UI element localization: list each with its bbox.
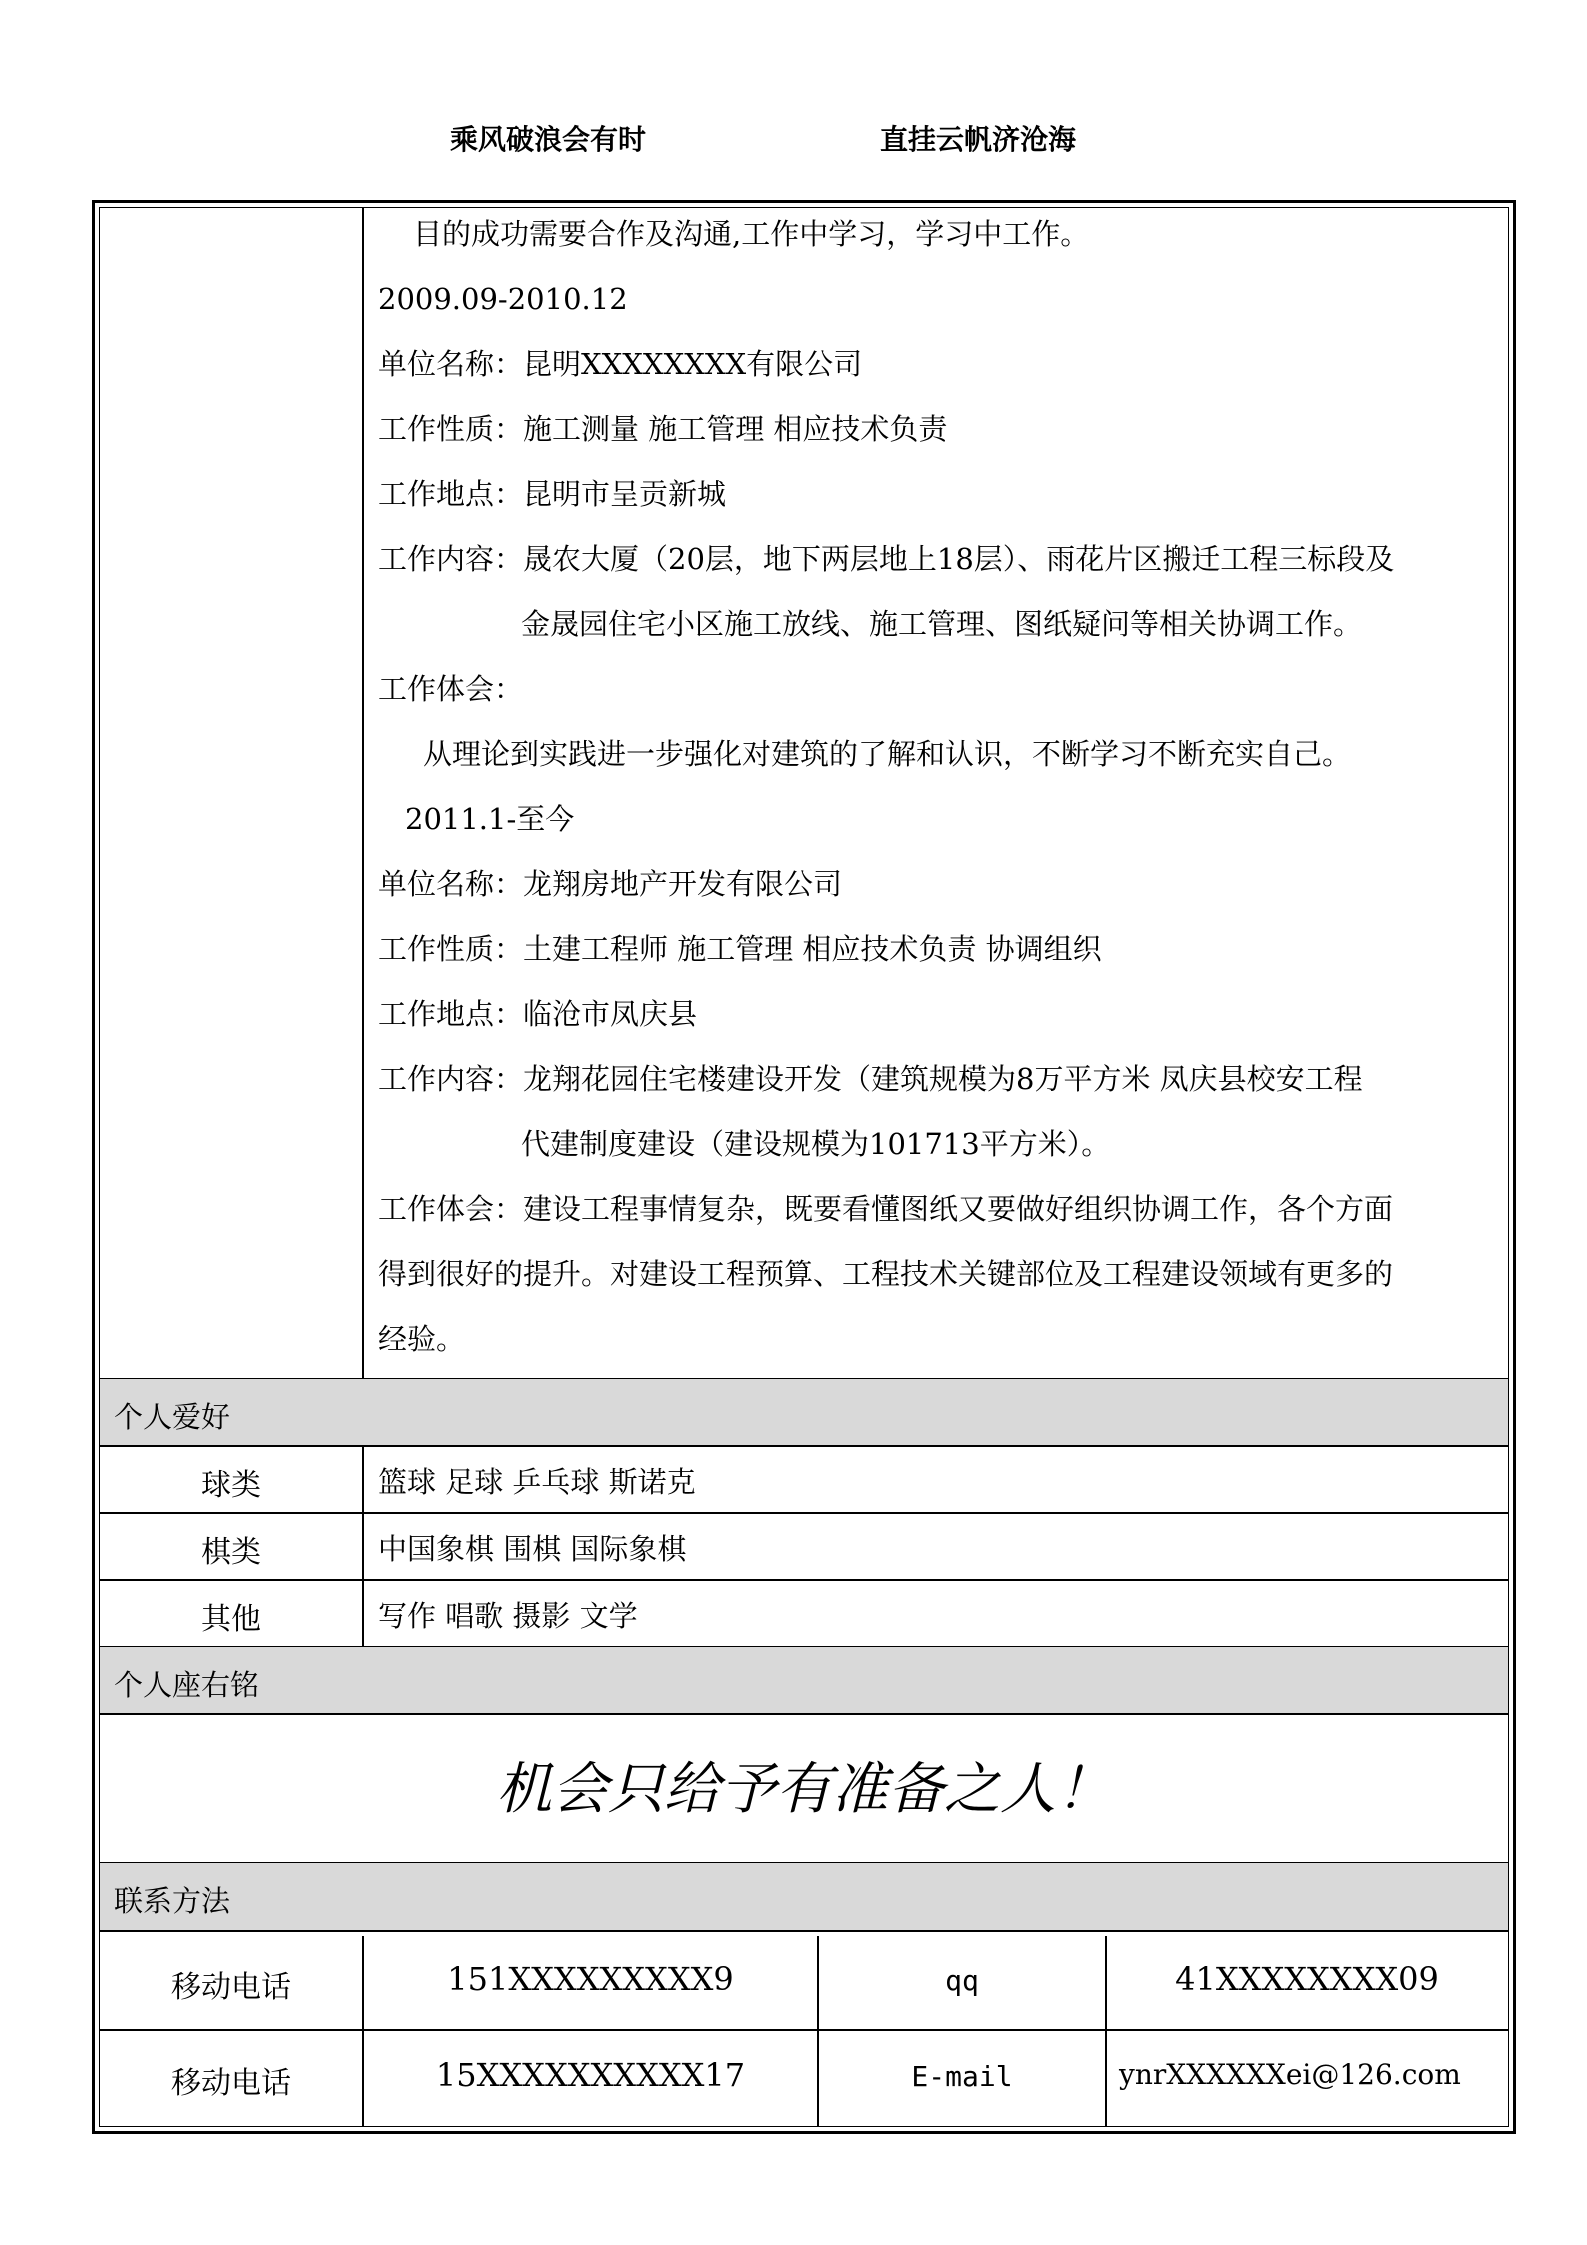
motto-text: 机会只给予有准备之人！ bbox=[496, 1757, 1112, 1822]
page-header bbox=[0, 118, 1587, 158]
experience-line: 工作体会：建设工程事情复杂，既要看懂图纸又要做好组织协调工作，各个方面 bbox=[378, 1192, 1394, 1226]
experience-line: 工作体会： bbox=[378, 672, 524, 706]
contact-value-qq: 41XXXXXXXX09 bbox=[1175, 1960, 1439, 1998]
divider-contact-row bbox=[99, 2029, 1509, 2031]
divider-hobbies-title bbox=[99, 1445, 1509, 1447]
header-right-slogan: 直挂云帆济沧海 bbox=[880, 123, 1077, 156]
contact-section-title bbox=[100, 1863, 1508, 1930]
divider-vertical-main bbox=[362, 207, 364, 1378]
contact-value-email: ynrXXXXXXei@126.com bbox=[1119, 2058, 1461, 2091]
contact-value-mobile: 151XXXXXXXXX9 bbox=[447, 1960, 734, 1998]
experience-line: 从理论到实践进一步强化对建筑的了解和认识，不断学习不断充实自己。 bbox=[423, 737, 1352, 771]
experience-line: 工作地点：临沧市凤庆县 bbox=[378, 997, 698, 1031]
hobby-label: 球类 bbox=[201, 1468, 261, 1503]
experience-line: 工作内容：龙翔花园住宅楼建设开发（建筑规模为8万平方米 凤庆县校安工程 bbox=[378, 1062, 1363, 1096]
experience-line: 单位名称：龙翔房地产开发有限公司 bbox=[378, 867, 843, 901]
hobby-value: 写作 唱歌 摄影 文学 bbox=[378, 1599, 638, 1633]
experience-line: 得到很好的提升。对建设工程预算、工程技术关键部位及工程建设领域有更多的 bbox=[378, 1257, 1394, 1291]
experience-line: 目的成功需要合作及沟通,工作中学习，学习中工作。 bbox=[413, 217, 1090, 251]
motto-title-text: 个人座右铭 bbox=[114, 1668, 260, 1702]
hobby-value: 篮球 足球 乒乓球 斯诺克 bbox=[378, 1465, 696, 1499]
contact-title-text: 联系方法 bbox=[114, 1884, 231, 1918]
contact-label-mobile-2: 移动电话 bbox=[171, 2066, 291, 2101]
divider-hobby-row-1 bbox=[99, 1512, 1509, 1514]
header-left-slogan: 乘风破浪会有时 bbox=[450, 123, 647, 156]
hobby-value: 中国象棋 围棋 国际象棋 bbox=[378, 1532, 687, 1566]
contact-label-mobile: 移动电话 bbox=[171, 1970, 291, 2005]
experience-line: 工作地点：昆明市呈贡新城 bbox=[378, 477, 727, 511]
experience-line: 单位名称：昆明XXXXXXXX有限公司 bbox=[378, 347, 863, 381]
experience-line: 2009.09-2010.12 bbox=[378, 282, 628, 316]
hobbies-section-title bbox=[100, 1379, 1508, 1445]
motto-section-title bbox=[100, 1647, 1508, 1713]
experience-line: 金晟园住宅小区施工放线、施工管理、图纸疑问等相关协调工作。 bbox=[521, 607, 1363, 641]
hobby-label: 其他 bbox=[201, 1602, 261, 1637]
contact-value-mobile-2: 15XXXXXXXXXX17 bbox=[435, 2056, 746, 2094]
experience-line: 工作内容：晟农大厦（20层，地下两层地上18层）、雨花片区搬迁工程三标段及 bbox=[378, 542, 1395, 576]
experience-line: 工作性质：土建工程师 施工管理 相应技术负责 协调组织 bbox=[378, 932, 1102, 966]
experience-line: 工作性质：施工测量 施工管理 相应技术负责 bbox=[378, 412, 948, 446]
divider-vertical-hobbies bbox=[362, 1446, 364, 1646]
hobbies-title-text: 个人爱好 bbox=[114, 1400, 231, 1434]
experience-line: 代建制度建设（建设规模为101713平方米）。 bbox=[521, 1127, 1111, 1161]
hobby-label: 棋类 bbox=[201, 1535, 261, 1570]
contact-label-qq: qq bbox=[945, 1964, 979, 1997]
experience-line: 2011.1-至今 bbox=[405, 802, 575, 836]
experience-line: 经验。 bbox=[378, 1322, 466, 1356]
divider-motto-title bbox=[99, 1713, 1509, 1715]
contact-label-email: E-mail bbox=[911, 2060, 1013, 2093]
divider-contact-title bbox=[99, 1930, 1509, 1932]
divider-hobby-row-2 bbox=[99, 1579, 1509, 1581]
